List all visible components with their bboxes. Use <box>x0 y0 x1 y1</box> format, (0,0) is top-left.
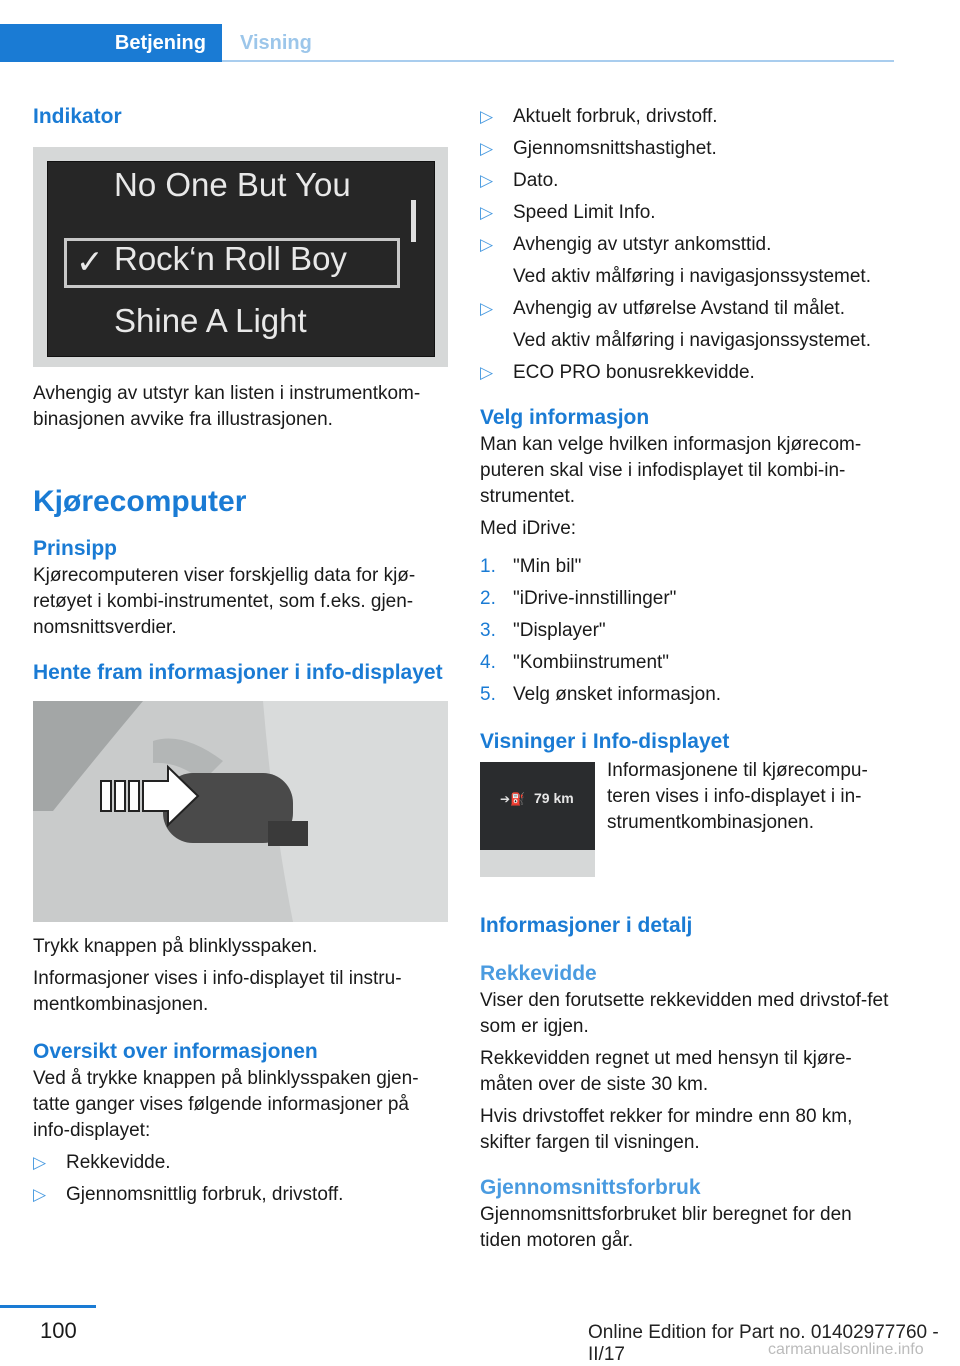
step-text: "iDrive-innstillinger" <box>513 588 677 609</box>
page-number: 100 <box>40 1318 77 1343</box>
list-item-3: Shine A Light <box>114 302 307 339</box>
step-number: 2. <box>480 588 496 609</box>
list-item <box>480 232 895 290</box>
step-number: 1. <box>480 556 496 577</box>
triangle-bullet-icon: ▷ <box>480 107 494 126</box>
list-item <box>480 168 895 194</box>
step-number: 3. <box>480 620 496 641</box>
detalj-title: Informasjoner i detalj <box>480 914 693 937</box>
step-item <box>480 586 895 612</box>
bullet-text: Rekkevidde. <box>66 1152 171 1173</box>
visninger-block <box>480 762 895 880</box>
velg-title: Velg informasjon <box>480 406 650 429</box>
display-value: 79 km <box>534 790 574 806</box>
info-vises-text: Informasjoner vises i info-displayet til instru-mentkombinasjonen. <box>33 968 402 1015</box>
triangle-bullet-icon: ▷ <box>480 299 494 318</box>
list-item <box>480 104 895 130</box>
prinsipp-title: Prinsipp <box>33 537 118 560</box>
step-text: "Kombiinstrument" <box>513 652 670 673</box>
triangle-bullet-icon: ▷ <box>480 139 494 158</box>
step-text: "Displayer" <box>513 620 606 641</box>
chapter-title: Kjørecomputer <box>33 485 247 518</box>
triangle-bullet-icon: ▷ <box>480 203 494 222</box>
trykk-text: Trykk knappen på blinklysspaken. <box>33 936 318 957</box>
oversikt-title: Oversikt over informasjonen <box>33 1040 318 1063</box>
bullet-text: Gjennomsnittshastighet. <box>513 138 717 159</box>
turn-signal-lever-illustration <box>33 701 448 922</box>
velg-text: Man kan velge hvilken informasjon kjørecom-puteren skal vise i infodisplayet til kombi-in-strumentet. <box>480 434 862 507</box>
bullet-subtext: Ved aktiv målføring i navigasjonssystemet. <box>513 266 871 287</box>
rekkevidde-title: Rekkevidde <box>480 962 597 985</box>
med-idrive: Med iDrive: <box>480 518 577 539</box>
tab-visning[interactable]: Visning <box>240 32 312 54</box>
step-text: Velg ønsket informasjon. <box>513 684 722 705</box>
bullet-text: Gjennomsnittlig forbruk, drivstoff. <box>66 1184 344 1205</box>
left-column <box>33 100 448 1208</box>
step-item <box>480 682 895 708</box>
edition-text: Online Edition for Part no. 01402977760 - II/17 <box>588 1322 939 1365</box>
scrollbar-icon <box>411 200 416 242</box>
rekkevidde-p1: Viser den forutsette rekkevidden med drivstof-fet som er igjen. <box>480 990 889 1037</box>
step-number: 4. <box>480 652 496 673</box>
step-text: "Min bil" <box>513 556 582 577</box>
list-item <box>480 136 895 162</box>
check-icon: ✓ <box>76 243 104 280</box>
triangle-bullet-icon: ▷ <box>33 1153 47 1172</box>
visninger-text: Informasjonene til kjørecompu-teren vises i info-displayet i in-strumentkombinasjonen. <box>607 760 868 833</box>
bullet-text: Speed Limit Info. <box>513 202 656 223</box>
oversikt-text: Ved å trykke knappen på blinklysspaken gjen-tatte ganger vises følgende informasjoner på info-displayet: <box>33 1068 419 1141</box>
hente-title: Hente fram informasjoner i info-displayet <box>33 661 443 684</box>
footer-rule <box>0 1305 96 1308</box>
indikator-title: Indikator <box>33 105 122 128</box>
step-number: 5. <box>480 684 496 705</box>
gjf-text: Gjennomsnittsforbruket blir beregnet for den tiden motoren går. <box>480 1204 852 1251</box>
display-panel <box>47 161 435 357</box>
header <box>0 0 960 62</box>
header-rule <box>222 60 894 62</box>
fuel-pump-icon: ➔⛽ <box>500 792 525 806</box>
step-item <box>480 554 895 580</box>
bullet-text: Avhengig av utførelse Avstand til målet. <box>513 298 845 319</box>
bullet-text: ECO PRO bonusrekkevidde. <box>513 362 755 383</box>
step-item <box>480 618 895 644</box>
triangle-bullet-icon: ▷ <box>480 171 494 190</box>
bullet-text: Aktuelt forbruk, drivstoff. <box>513 106 718 127</box>
watermark: carmanualsonline.info <box>768 1341 924 1358</box>
bullet-text: Avhengig av utstyr ankomsttid. <box>513 234 772 255</box>
prinsipp-text: Kjørecomputeren viser forskjellig data for kjø-retøyet i kombi-instrumentet, som f.eks. gjen-nomsnittsverdier. <box>33 565 416 638</box>
bullet-subtext: Ved aktiv målføring i navigasjonssystemet. <box>513 330 871 351</box>
list-item <box>480 296 895 354</box>
list-item <box>33 1182 448 1208</box>
caption-1: Avhengig av utstyr kan listen i instrumentkom-binasjonen avvike fra illustrasjonen. <box>33 383 421 430</box>
list-item <box>480 200 895 226</box>
gjf-title: Gjennomsnittsforbruk <box>480 1176 701 1199</box>
triangle-bullet-icon: ▷ <box>480 363 494 382</box>
instrument-list-illustration <box>33 147 448 367</box>
tab-betjening[interactable]: Betjening <box>0 24 222 62</box>
lever-drawing <box>33 701 448 922</box>
visninger-title: Visninger i Info-displayet <box>480 730 730 753</box>
step-item <box>480 650 895 676</box>
list-item-2: Rock‘n Roll Boy <box>114 240 347 277</box>
info-display-illustration <box>480 762 595 877</box>
right-column <box>480 104 895 1254</box>
info-display-screen <box>480 762 595 850</box>
rekkevidde-p2: Rekkevidden regnet ut med hensyn til kjøre-måten over de siste 30 km. <box>480 1048 852 1095</box>
rekkevidde-p3: Hvis drivstoffet rekker for mindre enn 80 km, skifter fargen til visningen. <box>480 1106 853 1153</box>
list-item <box>480 360 895 386</box>
triangle-bullet-icon: ▷ <box>33 1185 47 1204</box>
bullet-text: Dato. <box>513 170 559 191</box>
triangle-bullet-icon: ▷ <box>480 235 494 254</box>
list-item <box>33 1150 448 1176</box>
list-item-1: No One But You <box>114 166 351 203</box>
